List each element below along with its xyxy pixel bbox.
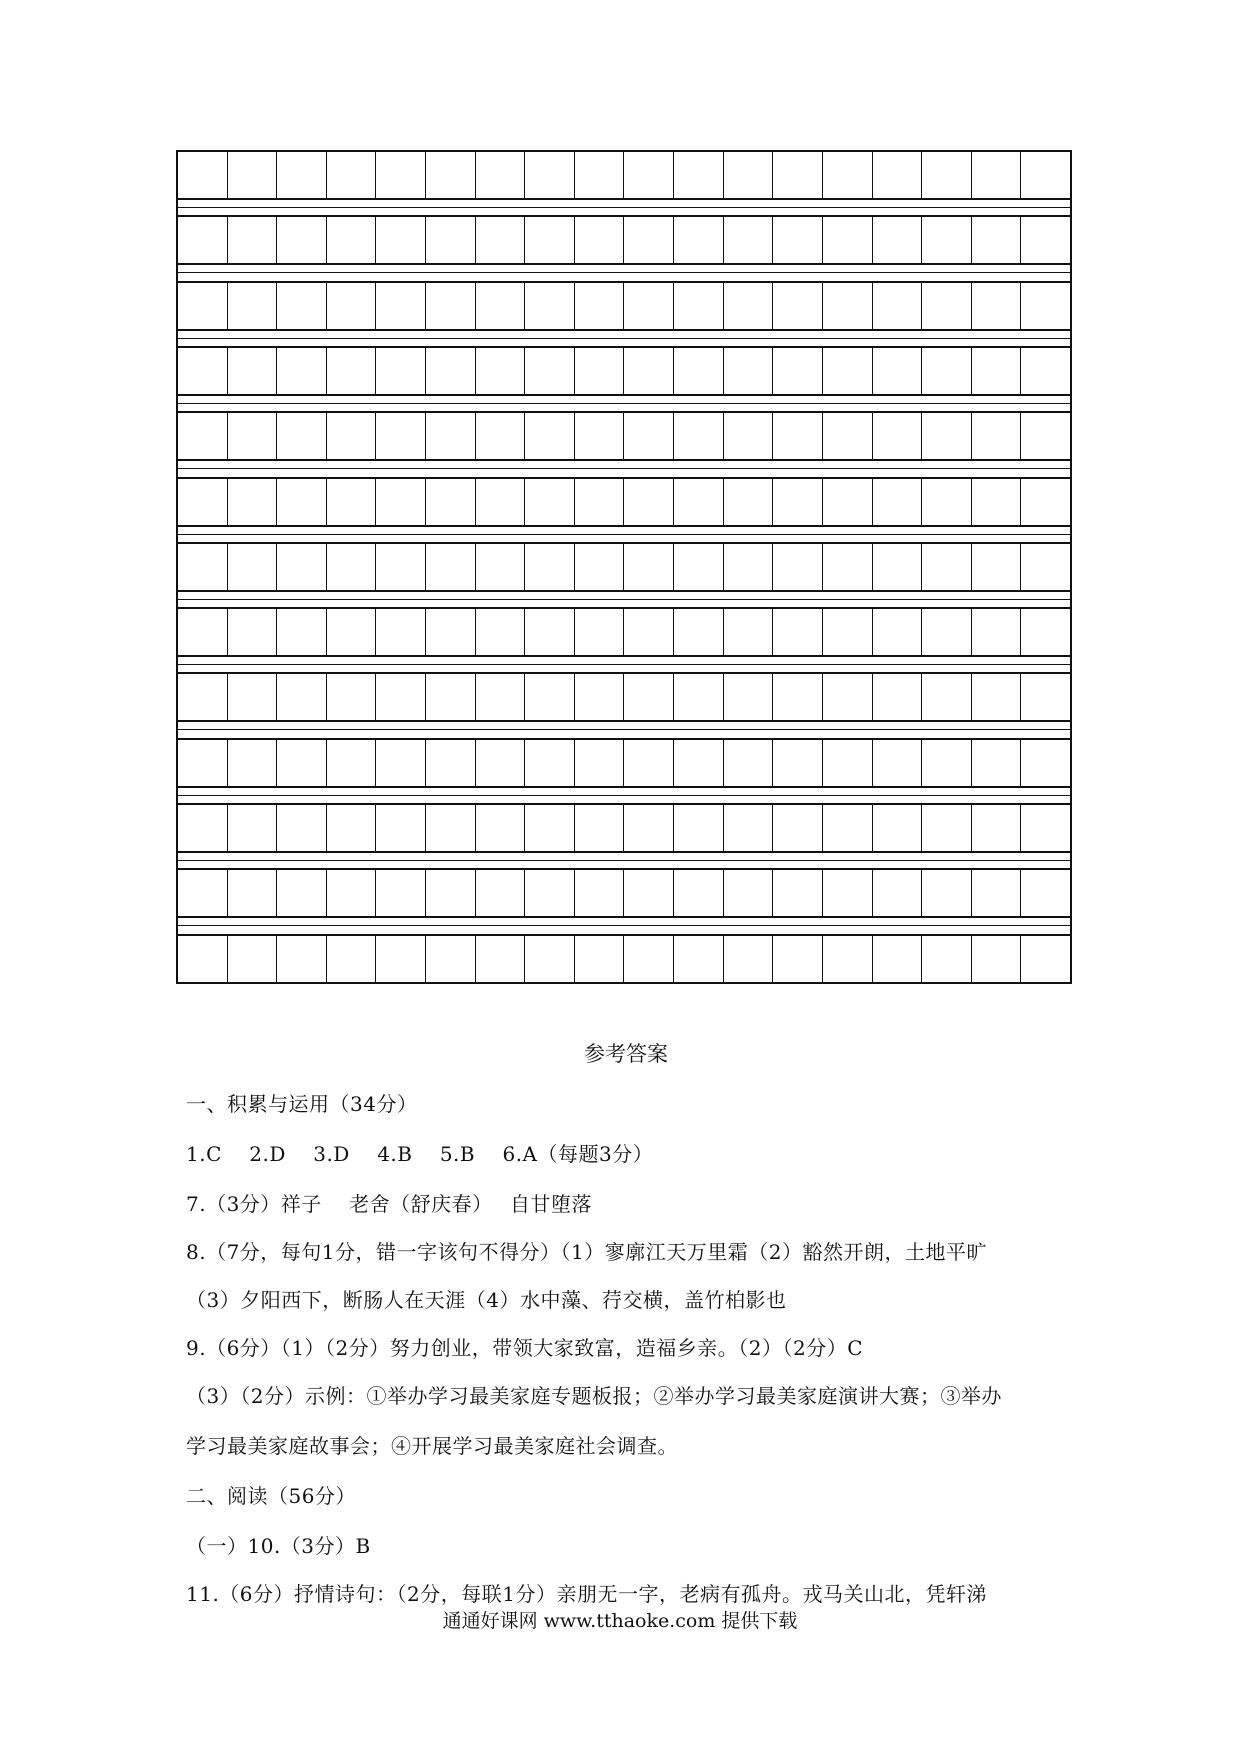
grid-cell: [872, 152, 922, 198]
answer-line: 11.（6分）抒情诗句：（2分，每联1分）亲朋无一字，老病有孤舟。戎马关山北，凭轩涕: [186, 1582, 987, 1606]
grid-cell: [723, 740, 773, 786]
grid-cell: [276, 413, 326, 459]
grid-cell: [822, 609, 872, 655]
grid-cell: [673, 740, 723, 786]
grid-cell: [178, 479, 227, 525]
answer-line: 一、积累与运用（34分）: [186, 1092, 418, 1116]
grid-cell: [574, 152, 624, 198]
grid-cell: [475, 936, 525, 982]
grid-cell: [822, 479, 872, 525]
grid-cell: [623, 479, 673, 525]
grid-cell: [227, 936, 277, 982]
grid-cell: [872, 283, 922, 329]
grid-cell: [772, 870, 822, 916]
grid-cell: [475, 544, 525, 590]
grid-cell: [971, 740, 1021, 786]
grid-cell: [772, 936, 822, 982]
grid-cell: [971, 544, 1021, 590]
grid-cell: [524, 740, 574, 786]
grid-cell: [872, 348, 922, 394]
grid-cell: [971, 805, 1021, 851]
grid-cell: [772, 283, 822, 329]
grid-cell: [1020, 348, 1070, 394]
grid-cell: [227, 479, 277, 525]
grid-row: [176, 281, 1072, 331]
grid-cell: [872, 609, 922, 655]
grid-row: [176, 672, 1072, 722]
grid-row: [176, 411, 1072, 461]
grid-gap-line: [176, 925, 1072, 926]
answer-line: 二、阅读（56分）: [186, 1484, 356, 1508]
grid-row: [176, 934, 1072, 984]
grid-cell: [574, 870, 624, 916]
grid-cell: [1020, 609, 1070, 655]
grid-cell: [524, 348, 574, 394]
grid-cell: [375, 413, 425, 459]
grid-cell: [276, 479, 326, 525]
grid-cell: [1020, 544, 1070, 590]
grid-row: [176, 607, 1072, 657]
grid-cell: [178, 348, 227, 394]
grid-cell: [822, 413, 872, 459]
grid-cell: [921, 152, 971, 198]
grid-cell: [425, 609, 475, 655]
grid-gap-line: [176, 729, 1072, 730]
grid-cell: [425, 217, 475, 263]
grid-cell: [673, 413, 723, 459]
grid-cell: [1020, 805, 1070, 851]
grid-cell: [772, 805, 822, 851]
grid-cell: [276, 152, 326, 198]
grid-cell: [822, 936, 872, 982]
grid-cell: [425, 479, 475, 525]
grid-cell: [276, 674, 326, 720]
grid-cell: [375, 479, 425, 525]
answer-line: （一）10.（3分）B: [186, 1534, 371, 1558]
grid-cell: [326, 740, 376, 786]
grid-cell: [723, 870, 773, 916]
grid-cell: [524, 152, 574, 198]
grid-cell: [524, 674, 574, 720]
grid-cell: [971, 413, 1021, 459]
grid-cell: [921, 283, 971, 329]
grid-gap-line: [176, 664, 1072, 665]
grid-cell: [623, 413, 673, 459]
grid-cell: [673, 152, 723, 198]
grid-cell: [872, 870, 922, 916]
grid-row: [176, 150, 1072, 200]
grid-cell: [623, 740, 673, 786]
grid-cell: [574, 479, 624, 525]
grid-cell: [574, 283, 624, 329]
grid-cell: [772, 217, 822, 263]
grid-cell: [178, 413, 227, 459]
grid-cell: [971, 479, 1021, 525]
grid-cell: [524, 936, 574, 982]
grid-cell: [1020, 217, 1070, 263]
grid-cell: [375, 152, 425, 198]
grid-cell: [1020, 936, 1070, 982]
grid-cell: [673, 936, 723, 982]
grid-cell: [822, 283, 872, 329]
grid-cell: [178, 674, 227, 720]
grid-cell: [524, 413, 574, 459]
grid-cell: [425, 674, 475, 720]
grid-cell: [1020, 479, 1070, 525]
grid-row: [176, 868, 1072, 918]
answer-line: 学习最美家庭故事会；④开展学习最美家庭社会调查。: [186, 1434, 678, 1458]
grid-cell: [822, 870, 872, 916]
grid-cell: [276, 609, 326, 655]
grid-cell: [921, 674, 971, 720]
grid-cell: [623, 674, 673, 720]
grid-cell: [623, 609, 673, 655]
grid-cell: [723, 413, 773, 459]
grid-cell: [872, 217, 922, 263]
grid-cell: [723, 674, 773, 720]
grid-gap-line: [176, 468, 1072, 469]
grid-cell: [475, 348, 525, 394]
grid-cell: [772, 348, 822, 394]
grid-cell: [375, 609, 425, 655]
grid-cell: [326, 609, 376, 655]
answer-line: 7.（3分）祥子 老舍（舒庆春） 自甘堕落: [186, 1192, 593, 1216]
grid-cell: [822, 805, 872, 851]
grid-cell: [921, 348, 971, 394]
grid-cell: [475, 283, 525, 329]
grid-cell: [227, 152, 277, 198]
grid-cell: [872, 413, 922, 459]
grid-cell: [178, 609, 227, 655]
grid-cell: [772, 609, 822, 655]
grid-cell: [326, 217, 376, 263]
grid-cell: [375, 283, 425, 329]
grid-row: [176, 346, 1072, 396]
grid-cell: [921, 479, 971, 525]
grid-cell: [723, 805, 773, 851]
grid-cell: [178, 152, 227, 198]
grid-cell: [822, 217, 872, 263]
grid-row: [176, 803, 1072, 853]
grid-cell: [921, 870, 971, 916]
grid-cell: [872, 740, 922, 786]
grid-cell: [475, 479, 525, 525]
grid-cell: [921, 544, 971, 590]
grid-cell: [673, 870, 723, 916]
grid-cell: [326, 348, 376, 394]
grid-cell: [227, 805, 277, 851]
grid-cell: [872, 805, 922, 851]
grid-cell: [1020, 413, 1070, 459]
grid-cell: [425, 544, 475, 590]
grid-cell: [227, 870, 277, 916]
grid-cell: [375, 936, 425, 982]
grid-cell: [822, 348, 872, 394]
grid-cell: [971, 936, 1021, 982]
grid-cell: [326, 936, 376, 982]
grid-cell: [822, 544, 872, 590]
grid-gap-line: [176, 207, 1072, 208]
grid-cell: [723, 609, 773, 655]
grid-gap-line: [176, 338, 1072, 339]
grid-cell: [574, 609, 624, 655]
grid-cell: [574, 413, 624, 459]
grid-cell: [475, 674, 525, 720]
grid-cell: [375, 217, 425, 263]
grid-border-right: [1070, 150, 1072, 984]
grid-cell: [723, 217, 773, 263]
grid-cell: [921, 413, 971, 459]
grid-cell: [227, 609, 277, 655]
grid-cell: [475, 609, 525, 655]
grid-cell: [772, 152, 822, 198]
grid-cell: [772, 674, 822, 720]
grid-row: [176, 738, 1072, 788]
grid-cell: [971, 348, 1021, 394]
grid-cell: [723, 283, 773, 329]
grid-cell: [425, 283, 475, 329]
grid-gap-line: [176, 860, 1072, 861]
grid-row: [176, 477, 1072, 527]
grid-cell: [1020, 152, 1070, 198]
grid-cell: [276, 544, 326, 590]
grid-cell: [375, 805, 425, 851]
footer-text: 通通好课网 www.tthaoke.com 提供下载: [442, 1610, 798, 1632]
grid-cell: [475, 805, 525, 851]
grid-cell: [574, 217, 624, 263]
grid-cell: [227, 283, 277, 329]
grid-cell: [673, 479, 723, 525]
grid-cell: [326, 413, 376, 459]
grid-cell: [971, 217, 1021, 263]
grid-cell: [921, 936, 971, 982]
grid-cell: [178, 283, 227, 329]
grid-cell: [425, 740, 475, 786]
grid-cell: [375, 544, 425, 590]
grid-cell: [574, 805, 624, 851]
grid-cell: [178, 544, 227, 590]
grid-cell: [326, 544, 376, 590]
grid-cell: [276, 740, 326, 786]
grid-cell: [872, 479, 922, 525]
answer-line: 9.（6分）（1）（2分）努力创业，带领大家致富，造福乡亲。（2）（2分）C: [186, 1336, 864, 1360]
grid-cell: [1020, 674, 1070, 720]
grid-cell: [375, 348, 425, 394]
grid-cell: [623, 870, 673, 916]
grid-border-left: [176, 150, 178, 984]
grid-cell: [326, 152, 376, 198]
grid-cell: [723, 152, 773, 198]
grid-gap-line: [176, 403, 1072, 404]
grid-cell: [524, 479, 574, 525]
grid-cell: [574, 544, 624, 590]
grid-cell: [178, 936, 227, 982]
grid-cell: [227, 217, 277, 263]
grid-cell: [475, 217, 525, 263]
grid-cell: [574, 348, 624, 394]
grid-cell: [178, 740, 227, 786]
grid-cell: [921, 805, 971, 851]
grid-cell: [772, 544, 822, 590]
grid-cell: [623, 348, 673, 394]
grid-cell: [921, 217, 971, 263]
grid-cell: [524, 283, 574, 329]
grid-cell: [425, 936, 475, 982]
grid-cell: [227, 544, 277, 590]
grid-cell: [178, 217, 227, 263]
grid-cell: [574, 936, 624, 982]
grid-cell: [276, 217, 326, 263]
grid-cell: [822, 674, 872, 720]
grid-cell: [425, 348, 475, 394]
grid-cell: [772, 479, 822, 525]
grid-cell: [425, 870, 475, 916]
grid-cell: [872, 936, 922, 982]
grid-cell: [524, 217, 574, 263]
grid-cell: [623, 936, 673, 982]
answer-title: 参考答案: [584, 1042, 668, 1066]
answer-line: （3）夕阳西下，断肠人在天涯（4）水中藻、荇交横，盖竹柏影也: [186, 1288, 787, 1312]
grid-cell: [1020, 283, 1070, 329]
grid-cell: [623, 544, 673, 590]
grid-gap-line: [176, 534, 1072, 535]
grid-cell: [623, 805, 673, 851]
grid-cell: [326, 674, 376, 720]
grid-cell: [276, 805, 326, 851]
grid-cell: [623, 152, 673, 198]
grid-cell: [673, 805, 723, 851]
grid-gap-line: [176, 272, 1072, 273]
grid-cell: [673, 544, 723, 590]
grid-cell: [1020, 740, 1070, 786]
answer-line: 8.（7分，每句1分，错一字该句不得分）（1）寥廓江天万里霜（2）豁然开朗，土地平旷: [186, 1240, 987, 1264]
answer-line: （3）（2分）示例：①举办学习最美家庭专题板报；②举办学习最美家庭演讲大赛；③举办: [186, 1384, 1002, 1408]
grid-cell: [921, 609, 971, 655]
grid-cell: [723, 479, 773, 525]
grid-cell: [623, 217, 673, 263]
grid-cell: [524, 609, 574, 655]
grid-cell: [772, 740, 822, 786]
grid-cell: [276, 936, 326, 982]
grid-cell: [772, 413, 822, 459]
grid-cell: [1020, 870, 1070, 916]
grid-cell: [971, 870, 1021, 916]
grid-cell: [524, 805, 574, 851]
grid-cell: [326, 283, 376, 329]
grid-cell: [227, 740, 277, 786]
grid-cell: [673, 348, 723, 394]
grid-gap-line: [176, 795, 1072, 796]
grid-cell: [623, 283, 673, 329]
grid-cell: [326, 479, 376, 525]
grid-cell: [475, 740, 525, 786]
grid-cell: [673, 283, 723, 329]
grid-cell: [326, 870, 376, 916]
grid-cell: [227, 348, 277, 394]
grid-cell: [673, 217, 723, 263]
grid-cell: [326, 805, 376, 851]
writing-grid: [176, 150, 1072, 984]
grid-cell: [425, 152, 475, 198]
answer-line: 1.C 2.D 3.D 4.B 5.B 6.A（每题3分）: [186, 1142, 654, 1166]
grid-cell: [822, 740, 872, 786]
grid-cell: [425, 805, 475, 851]
grid-cell: [574, 740, 624, 786]
grid-cell: [574, 674, 624, 720]
grid-cell: [921, 740, 971, 786]
grid-cell: [227, 674, 277, 720]
grid-cell: [723, 936, 773, 982]
grid-row: [176, 215, 1072, 265]
grid-cell: [971, 152, 1021, 198]
grid-cell: [425, 413, 475, 459]
grid-cell: [971, 283, 1021, 329]
grid-cell: [673, 609, 723, 655]
grid-cell: [475, 413, 525, 459]
grid-row: [176, 542, 1072, 592]
grid-gap-line: [176, 599, 1072, 600]
grid-cell: [475, 152, 525, 198]
grid-cell: [723, 544, 773, 590]
grid-cell: [524, 544, 574, 590]
grid-cell: [723, 348, 773, 394]
grid-cell: [673, 674, 723, 720]
grid-cell: [971, 674, 1021, 720]
grid-cell: [822, 152, 872, 198]
grid-cell: [276, 348, 326, 394]
grid-cell: [375, 674, 425, 720]
grid-cell: [227, 413, 277, 459]
grid-cell: [524, 870, 574, 916]
grid-cell: [276, 870, 326, 916]
grid-cell: [375, 740, 425, 786]
grid-cell: [872, 674, 922, 720]
grid-cell: [178, 870, 227, 916]
grid-cell: [276, 283, 326, 329]
grid-cell: [375, 870, 425, 916]
grid-cell: [178, 805, 227, 851]
grid-cell: [971, 609, 1021, 655]
grid-cell: [475, 870, 525, 916]
grid-cell: [872, 544, 922, 590]
